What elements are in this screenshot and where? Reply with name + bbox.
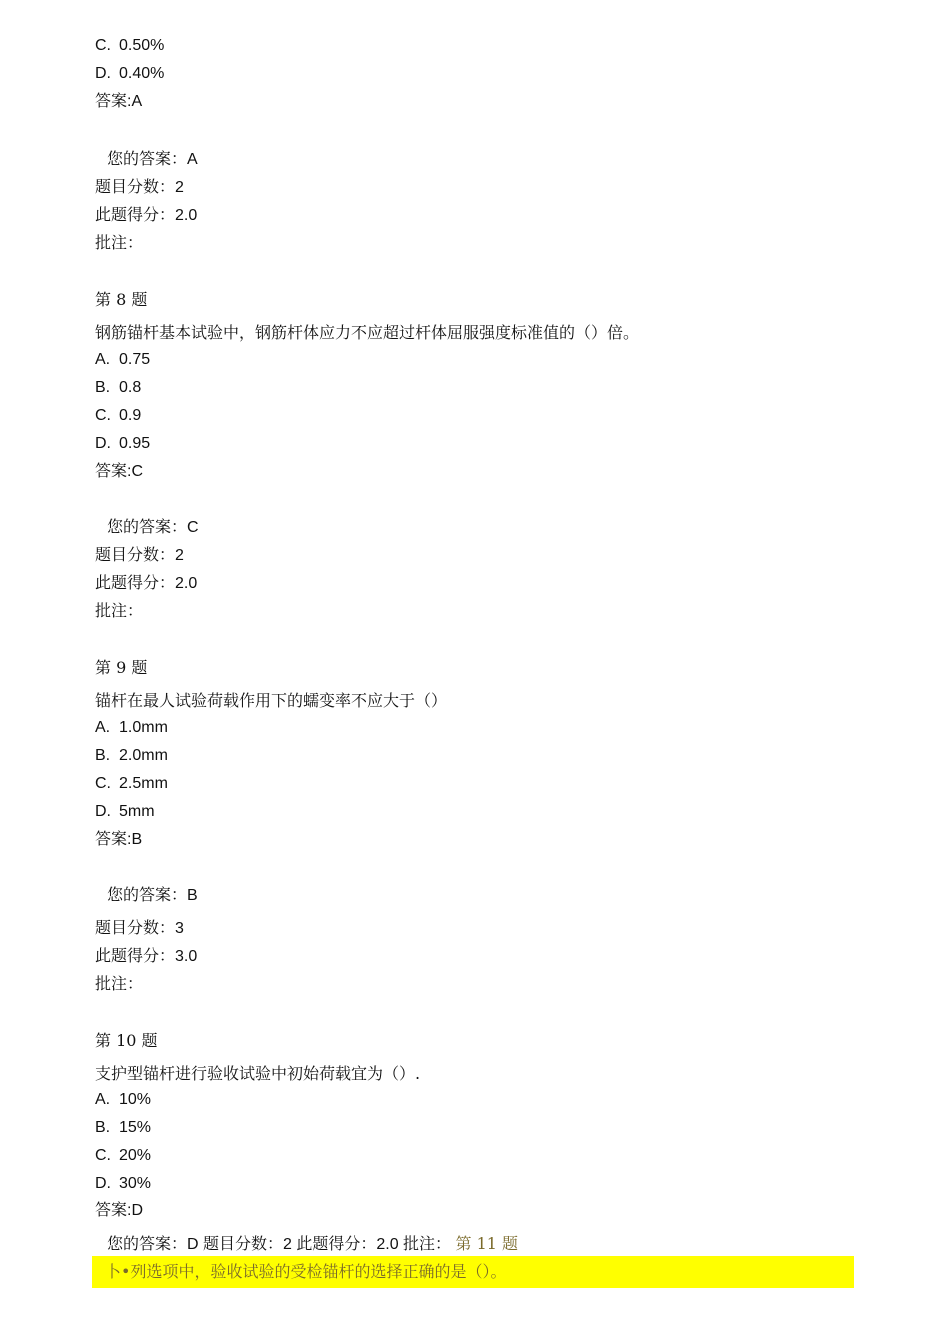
answer-key: 答案:A bbox=[95, 93, 143, 110]
result-summary-line bbox=[95, 1234, 518, 1255]
option-d: D. 30% bbox=[95, 1175, 152, 1192]
question-score: 题目分数：2 bbox=[95, 547, 184, 564]
option-c: C. 0.50% bbox=[95, 37, 165, 54]
option-c: C. 20% bbox=[95, 1147, 152, 1164]
points-earned: 此题得分：2.0 bbox=[95, 207, 198, 224]
option-b: B. 15% bbox=[95, 1119, 152, 1136]
question-text: 锚杆在最人试验荷载作用下的蠕变率不应大于（） bbox=[95, 691, 448, 710]
your-answer: 您的答案：B bbox=[107, 887, 198, 904]
option-b: B. 2.0mm bbox=[95, 747, 168, 764]
question-score: 题目分数：2 bbox=[95, 179, 184, 196]
answer-key: 答案:C bbox=[95, 463, 144, 480]
points-earned: 此题得分：2.0 bbox=[95, 575, 198, 592]
option-b: B. 0.8 bbox=[95, 379, 142, 396]
option-d: D. 0.40% bbox=[95, 65, 165, 82]
your-answer: 您的答案：C bbox=[107, 519, 199, 536]
question-title: 第 8 题 bbox=[95, 290, 148, 309]
option-c: C. 0.9 bbox=[95, 407, 142, 424]
option-d: D. 0.95 bbox=[95, 435, 151, 452]
option-c: C. 2.5mm bbox=[95, 775, 168, 792]
question-text: 卜•列选项中，验收试验的受检锚杆的选择正确的是（）。 bbox=[105, 1262, 507, 1281]
question-text: 钢筋锚杆基本试验中，钢筋杆体应力不应超过杆体屈服强度标准值的（）倍。 bbox=[95, 323, 640, 342]
option-a: A. 1.0mm bbox=[95, 719, 168, 736]
comment-label: 批注： bbox=[95, 235, 144, 252]
comment-label: 批注： bbox=[95, 976, 144, 993]
next-question-title: 第 11 题 bbox=[455, 1234, 519, 1253]
question-score: 题目分数：3 bbox=[95, 920, 184, 937]
comment-label: 批注： bbox=[95, 603, 144, 620]
option-a: A. 0.75 bbox=[95, 351, 151, 368]
your-answer: 您的答案：A bbox=[107, 151, 198, 168]
question-title: 第 10 题 bbox=[95, 1031, 158, 1050]
answer-key: 答案:D bbox=[95, 1202, 144, 1219]
points-earned: 此题得分：3.0 bbox=[95, 948, 198, 965]
question-title: 第 9 题 bbox=[95, 658, 148, 677]
option-d: D. 5mm bbox=[95, 803, 155, 820]
question-text: 支护型锚杆进行验收试验中初始荷载宜为（）. bbox=[95, 1064, 421, 1083]
result-summary: 您的答案：D 题目分数：2 此题得分：2.0 批注： bbox=[107, 1236, 452, 1253]
option-a: A. 10% bbox=[95, 1091, 152, 1108]
answer-key: 答案:B bbox=[95, 831, 143, 848]
